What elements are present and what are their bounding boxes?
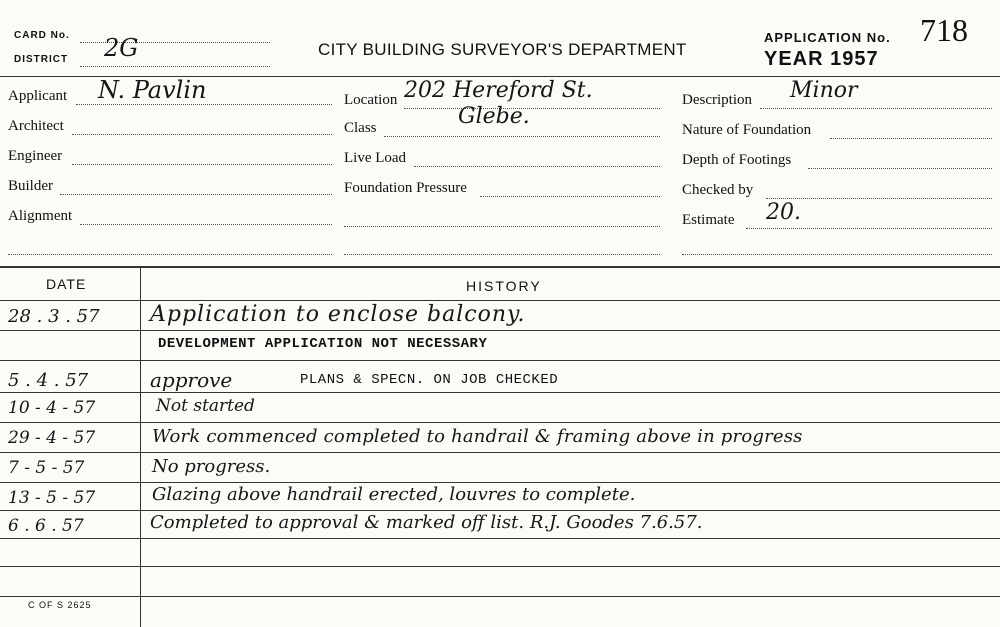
row-line — [0, 596, 1000, 597]
engineer-label: Engineer — [8, 148, 63, 164]
form-code: C OF S 2625 — [28, 600, 92, 610]
live-load-line — [414, 166, 660, 167]
history-header: HISTORY — [466, 278, 542, 294]
alignment-line-2 — [8, 254, 332, 255]
table-header-border — [0, 300, 1000, 301]
application-no-value: 718 — [920, 12, 968, 48]
history-date: 28 . 3 . 57 — [8, 306, 100, 327]
department-title: CITY BUILDING SURVEYOR'S DEPARTMENT — [318, 40, 687, 59]
development-stamp: DEVELOPMENT APPLICATION NOT NECESSARY — [158, 336, 488, 352]
applicant-value: N. Pavlin — [98, 76, 207, 104]
history-date: 10 - 4 - 57 — [8, 398, 96, 418]
nature-of-foundation-line — [830, 138, 992, 139]
architect-line — [72, 134, 332, 135]
right-line-3 — [682, 254, 992, 255]
history-entry: Completed to approval & marked off list. R.J. Goodes 7.6.57. — [150, 512, 703, 533]
history-date: 6 . 6 . 57 — [8, 516, 84, 536]
row-line — [0, 330, 1000, 331]
estimate-value: 20. — [766, 200, 801, 225]
card-no-label: CARD No. — [14, 30, 70, 41]
location-label: Location — [344, 92, 398, 108]
history-date: 29 - 4 - 57 — [8, 428, 96, 448]
history-date: 5 . 4 . 57 — [8, 370, 89, 391]
district-label: DISTRICT — [14, 54, 69, 65]
alignment-line — [80, 224, 332, 225]
description-label: Description — [682, 92, 752, 108]
district-value: 2G — [104, 34, 139, 62]
date-header: DATE — [46, 276, 87, 292]
row-line — [0, 422, 1000, 423]
depth-of-footings-line — [808, 168, 992, 169]
middle-line-2 — [344, 226, 660, 227]
description-value: Minor — [790, 78, 858, 103]
description-line — [760, 108, 992, 109]
history-entry: Application to enclose balcony. — [150, 302, 526, 327]
engineer-line — [72, 164, 332, 165]
row-line — [0, 482, 1000, 483]
alignment-label: Alignment — [8, 208, 73, 224]
foundation-pressure-line — [480, 196, 660, 197]
table-top-border — [0, 266, 1000, 268]
foundation-pressure-label: Foundation Pressure — [344, 180, 467, 196]
depth-of-footings-label: Depth of Footings — [682, 152, 792, 168]
history-entry: Work commenced completed to handrail & framing above in progress — [152, 426, 803, 447]
live-load-label: Live Load — [344, 150, 407, 166]
location-value: 202 Hereford St. — [404, 78, 593, 103]
row-line — [0, 360, 1000, 361]
row-line — [0, 392, 1000, 393]
estimate-label: Estimate — [682, 212, 735, 228]
history-entry: approve — [150, 368, 233, 392]
nature-of-foundation-label: Nature of Foundation — [682, 122, 812, 138]
history-entry: Glazing above handrail erected, louvres to complete. — [152, 484, 636, 505]
history-date: 13 - 5 - 57 — [8, 488, 96, 508]
builder-label: Builder — [8, 178, 53, 194]
class-label: Class — [344, 120, 377, 136]
class-line — [384, 136, 660, 137]
builder-line — [60, 194, 332, 195]
row-line — [0, 566, 1000, 567]
row-line — [0, 452, 1000, 453]
year-label: YEAR 1957 — [764, 48, 879, 70]
history-date: 7 - 5 - 57 — [8, 458, 85, 478]
estimate-line — [746, 228, 992, 229]
plans-checked-stamp: PLANS & SPECN. ON JOB CHECKED — [300, 372, 559, 388]
history-entry: Not started — [156, 396, 255, 416]
architect-label: Architect — [8, 118, 64, 134]
class-value: Glebe. — [458, 104, 530, 129]
district-line — [80, 66, 270, 67]
middle-line-3 — [344, 254, 660, 255]
applicant-line — [76, 104, 332, 105]
history-entry: No progress. — [152, 456, 271, 477]
checked-by-line — [766, 198, 992, 199]
row-line — [0, 538, 1000, 539]
applicant-label: Applicant — [8, 88, 68, 104]
application-no-label: APPLICATION No. — [764, 30, 891, 45]
row-line — [0, 510, 1000, 511]
date-column-divider — [140, 268, 141, 627]
checked-by-label: Checked by — [682, 182, 754, 198]
location-line — [404, 108, 660, 109]
